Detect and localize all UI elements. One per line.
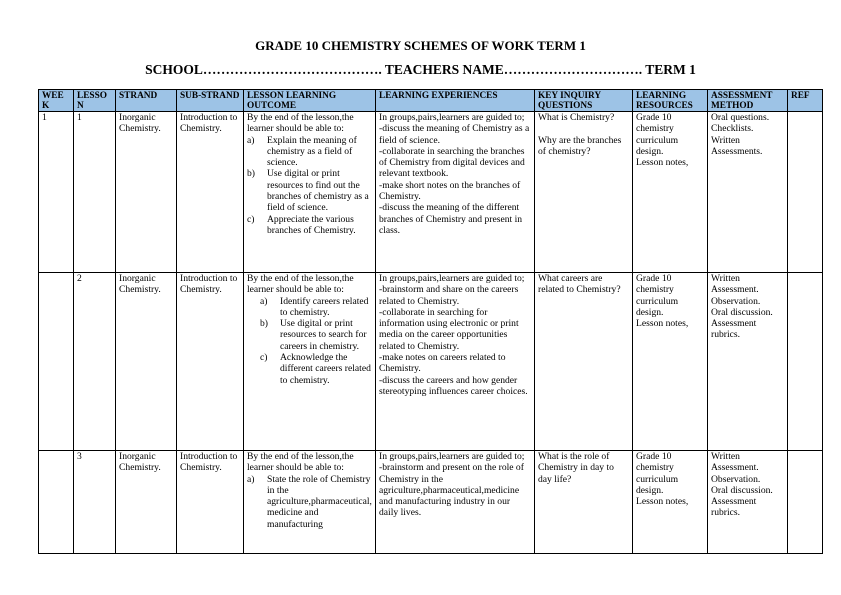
outcome-marker: b) bbox=[260, 318, 268, 330]
outcome-marker: b) bbox=[247, 168, 255, 180]
lesson-cell: 2 bbox=[74, 273, 116, 451]
outcome-item bbox=[247, 474, 372, 530]
experiences-cell: In groups,pairs,learners are guided to; -brainstorm and share on the careers related to Chemistry. -collaborate in searching for information using electronic or print media on the career opportunities related to Chemistry. -make notes on careers related to Chemistry. -discuss the careers and how gender stereotyping influences career choices. bbox=[376, 273, 535, 451]
strand-cell: Inorganic Chemistry. bbox=[116, 112, 177, 273]
outcome-text: Use digital or print resources to find out the branches of chemistry as a field of science. bbox=[267, 168, 369, 214]
header-lesson: LESSON bbox=[74, 90, 116, 112]
resources-cell: Grade 10 chemistry curriculum design. Lesson notes, bbox=[633, 273, 708, 451]
outcome-text: Identify careers related to chemistry. bbox=[280, 295, 369, 318]
ref-cell bbox=[788, 273, 823, 451]
ref-cell bbox=[788, 112, 823, 273]
document-subtitle: SCHOOL…………………………………. TEACHERS NAME…………………………. TERM 1 bbox=[145, 62, 696, 77]
outcome-item bbox=[247, 135, 372, 169]
questions-cell: What careers are related to Chemistry? bbox=[535, 273, 633, 451]
outcome-cell bbox=[244, 273, 376, 451]
outcome-intro: By the end of the lesson,the learner should be able to: bbox=[247, 112, 354, 135]
table-row bbox=[39, 451, 823, 554]
outcome-marker: c) bbox=[247, 213, 255, 225]
assessment-cell: Written Assessment. Observation. Oral discussion. Assessment rubrics. bbox=[708, 451, 788, 554]
experiences-cell: In groups,pairs,learners are guided to; -brainstorm and present on the role of Chemistry in the agriculture,pharmaceutical,medicine and manufacturing industry in our daily lives. bbox=[376, 451, 535, 554]
header-outcome: LESSON LEARNING OUTCOME bbox=[244, 90, 376, 112]
outcome-item bbox=[247, 352, 372, 386]
outcome-list bbox=[247, 474, 372, 530]
outcome-item bbox=[247, 214, 372, 237]
table-row bbox=[39, 273, 823, 451]
outcome-text: Explain the meaning of chemistry as a field of science. bbox=[267, 134, 357, 169]
header-week: WEEK bbox=[39, 90, 74, 112]
week-cell bbox=[39, 273, 74, 451]
document-title: GRADE 10 CHEMISTRY SCHEMES OF WORK TERM 1 bbox=[255, 38, 586, 53]
header-row bbox=[39, 90, 823, 112]
outcome-item bbox=[247, 296, 372, 319]
questions-cell: What is Chemistry? Why are the branches of chemistry? bbox=[535, 112, 633, 273]
scheme-of-work-table bbox=[38, 89, 823, 554]
outcome-text: State the role of Chemistry in the agriculture,pharmaceutical,medicine and manufacturing bbox=[267, 473, 372, 530]
strand-cell: Inorganic Chemistry. bbox=[116, 273, 177, 451]
week-cell bbox=[39, 451, 74, 554]
ref-cell bbox=[788, 451, 823, 554]
assessment-cell: Oral questions. Checklists. Written Assessments. bbox=[708, 112, 788, 273]
outcome-item bbox=[247, 168, 372, 213]
header-questions: KEY INQUIRY QUESTIONS bbox=[535, 90, 633, 112]
outcome-text: Acknowledge the different careers related to chemistry. bbox=[280, 352, 371, 386]
sub-strand-cell: Introduction to Chemistry. bbox=[177, 451, 244, 554]
header-assessment: ASSESSMENT METHOD bbox=[708, 90, 788, 112]
outcome-cell bbox=[244, 451, 376, 554]
outcome-text: Use digital or print resources to search for careers in chemistry. bbox=[280, 318, 367, 352]
header-strand: STRAND bbox=[116, 90, 177, 112]
header-resources: LEARNING RESOURCES bbox=[633, 90, 708, 112]
outcome-marker: a) bbox=[247, 473, 255, 485]
outcome-marker: a) bbox=[260, 295, 268, 307]
experiences-cell: In groups,pairs,learners are guided to; -discuss the meaning of Chemistry as a field of science. -collaborate in searching the branches of Chemistry from digital devices and relevant textbook. -make short notes on the branches of Chemistry. -discuss the meaning of the different branches of Chemistry and present in class. bbox=[376, 112, 535, 273]
strand-cell: Inorganic Chemistry. bbox=[116, 451, 177, 554]
outcome-cell bbox=[244, 112, 376, 273]
outcome-list bbox=[247, 296, 372, 386]
lesson-cell: 1 bbox=[74, 112, 116, 273]
resources-cell: Grade 10 chemistry curriculum design. Lesson notes, bbox=[633, 451, 708, 554]
header-sub-strand: SUB-STRAND bbox=[177, 90, 244, 112]
header-ref: REF bbox=[788, 90, 823, 112]
sub-strand-cell: Introduction to Chemistry. bbox=[177, 112, 244, 273]
outcome-item bbox=[247, 318, 372, 352]
outcome-marker: c) bbox=[260, 352, 268, 364]
outcome-marker: a) bbox=[247, 134, 255, 146]
header-experiences: LEARNING EXPERIENCES bbox=[376, 90, 535, 112]
questions-cell: What is the role of Chemistry in day to day life? bbox=[535, 451, 633, 554]
lesson-cell: 3 bbox=[74, 451, 116, 554]
outcome-intro: By the end of the lesson,the learner should be able to: bbox=[247, 273, 354, 296]
table-row bbox=[39, 112, 823, 273]
outcome-text: Appreciate the various branches of Chemistry. bbox=[267, 213, 356, 236]
outcome-intro: By the end of the lesson,the learner should be able to: bbox=[247, 451, 354, 474]
assessment-cell: Written Assessment. Observation. Oral discussion. Assessment rubrics. bbox=[708, 273, 788, 451]
week-cell: 1 bbox=[39, 112, 74, 273]
sub-strand-cell: Introduction to Chemistry. bbox=[177, 273, 244, 451]
resources-cell: Grade 10 chemistry curriculum design. Lesson notes, bbox=[633, 112, 708, 273]
outcome-list bbox=[247, 135, 372, 237]
